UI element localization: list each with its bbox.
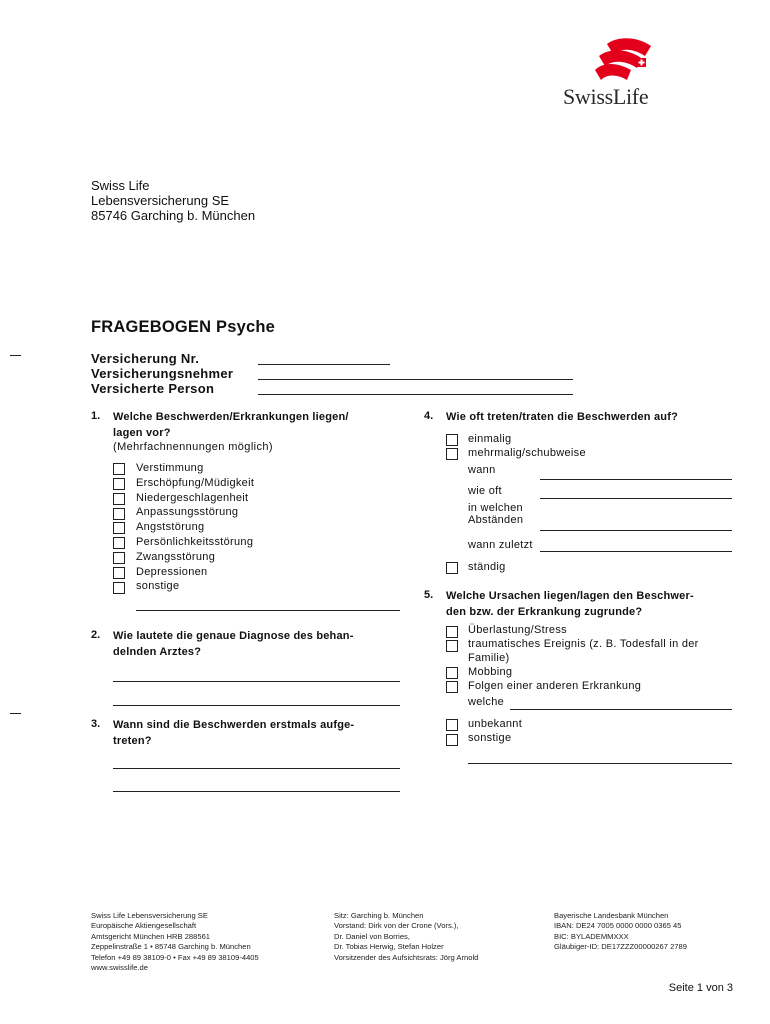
footer-board <box>334 911 478 963</box>
question-2-text: Wie lautete die genaue Diagnose des behan- <box>113 630 354 642</box>
footer-line: Dr. Daniel von Borries, <box>334 931 410 941</box>
checkbox-verstimmung[interactable] <box>113 463 125 475</box>
footer-link[interactable]: www.swisslife.de <box>91 963 148 973</box>
intervals-input-line[interactable] <box>540 530 732 531</box>
question-1-note: (Mehrfachnennungen möglich) <box>113 441 273 453</box>
policy-number-field[interactable] <box>258 364 390 365</box>
footer-bank <box>554 911 687 953</box>
intervals-label <box>468 502 523 526</box>
question-1 <box>113 409 349 453</box>
option-label: Überlastung/Stress <box>468 624 567 636</box>
footer-line: Amtsgericht München HRB 288561 <box>91 931 211 941</box>
question-1-number: 1. <box>91 410 101 422</box>
other-cause-input-line[interactable] <box>468 763 732 764</box>
checkbox-zwangsstoerung[interactable] <box>113 552 125 564</box>
checkbox-other[interactable] <box>446 734 458 746</box>
first-onset-input-line[interactable] <box>113 791 400 792</box>
first-onset-input-line[interactable] <box>113 768 400 769</box>
fold-mark <box>10 355 21 356</box>
how-often-label: wie oft <box>468 485 502 497</box>
when-label: wann <box>468 464 496 476</box>
option-label: Zwangsstörung <box>136 551 216 563</box>
question-4-number: 4. <box>424 410 434 422</box>
which-input-line[interactable] <box>510 709 732 710</box>
intervals-label-line: in welchen <box>468 502 523 514</box>
footer-line: Vorstand: Dirk von der Crone (Vors.), <box>334 921 459 931</box>
question-3-text: treten? <box>113 735 152 747</box>
intervals-label-line: Abständen <box>468 514 524 526</box>
option-label: mehrmalig/schubweise <box>468 447 586 459</box>
question-1-text: lagen vor? <box>113 427 171 439</box>
option-label: ständig <box>468 561 506 573</box>
how-often-input-line[interactable] <box>540 498 732 499</box>
insured-person-label: Versicherte Person <box>91 381 215 396</box>
checkbox-niedergeschlagenheit[interactable] <box>113 493 125 505</box>
checkbox-staendig[interactable] <box>446 562 458 574</box>
footer-line: Dr. Tobias Herwig, Stefan Holzer <box>334 942 444 952</box>
question-2-number: 2. <box>91 629 101 641</box>
option-label: Familie) <box>468 652 510 664</box>
option-label: Niedergeschlagenheit <box>136 492 249 504</box>
checkbox-other-disease[interactable] <box>446 681 458 693</box>
brand-name: SwissLife <box>563 84 649 109</box>
last-time-input-line[interactable] <box>540 551 732 552</box>
option-label: sonstige <box>468 732 512 744</box>
fold-mark <box>10 713 21 714</box>
question-5-text: den bzw. der Erkrankung zugrunde? <box>446 606 643 618</box>
form-title: FRAGEBOGEN Psyche <box>91 318 276 336</box>
footer-line: Europäische Aktiengesellschaft <box>91 921 197 931</box>
last-time-label: wann zuletzt <box>468 539 533 551</box>
question-5-number: 5. <box>424 589 434 601</box>
page-number: Seite 1 von 3 <box>668 982 733 994</box>
question-2-text: delnden Arztes? <box>113 646 202 658</box>
footer-line: Swiss Life Lebensversicherung SE <box>91 911 208 920</box>
diagnosis-input-line[interactable] <box>113 705 400 706</box>
option-label: Folgen einer anderen Erkrankung <box>468 680 642 692</box>
policy-holder-field[interactable] <box>258 379 573 380</box>
footer-line: Telefon +49 89 38109-0 • Fax +49 89 38109-4405 <box>91 952 259 962</box>
diagnosis-input-line[interactable] <box>113 681 400 682</box>
checkbox-mehrmalig[interactable] <box>446 448 458 460</box>
option-label: Persönlichkeitsstörung <box>136 536 254 548</box>
footer-line: Sitz: Garching b. München <box>334 911 424 920</box>
swisslife-logo-mark-icon <box>593 36 653 88</box>
checkbox-stress[interactable] <box>446 626 458 638</box>
option-label: unbekannt <box>468 718 523 730</box>
option-label: Verstimmung <box>136 462 204 474</box>
question-4-text: Wie oft treten/traten die Beschwerden auf? <box>446 411 679 423</box>
option-label: traumatisches Ereignis (z. B. Todesfall in der <box>468 638 699 650</box>
option-label: Anpassungsstörung <box>136 506 239 518</box>
question-5 <box>446 588 694 620</box>
checkbox-angststoerung[interactable] <box>113 522 125 534</box>
checkbox-persoenlichkeitsstoerung[interactable] <box>113 537 125 549</box>
policy-number-label: Versicherung Nr. <box>91 351 200 366</box>
insured-person-field[interactable] <box>258 394 573 395</box>
sonstige-input-line[interactable] <box>136 610 400 611</box>
policy-holder-label: Versicherungsnehmer <box>91 366 234 381</box>
question-5-text: Welche Ursachen liegen/lagen den Beschwer- <box>446 590 694 602</box>
option-label: sonstige <box>136 580 180 592</box>
checkbox-sonstige[interactable] <box>113 582 125 594</box>
address-line: Lebensversicherung SE <box>91 193 230 208</box>
swisslife-logo <box>563 36 675 110</box>
option-label: Angststörung <box>136 521 205 533</box>
question-3 <box>113 717 354 749</box>
when-input-line[interactable] <box>540 479 732 480</box>
question-3-number: 3. <box>91 718 101 730</box>
checkbox-trauma[interactable] <box>446 640 458 652</box>
option-label: einmalig <box>468 433 512 445</box>
footer-line: IBAN: DE24 7005 0000 0000 0365 45 <box>554 921 682 931</box>
checkbox-erschoepfung[interactable] <box>113 478 125 490</box>
checkbox-mobbing[interactable] <box>446 667 458 679</box>
footer-line: Zeppelinstraße 1 • 85748 Garching b. München <box>91 942 251 952</box>
checkbox-unknown[interactable] <box>446 719 458 731</box>
checkbox-anpassungsstoerung[interactable] <box>113 508 125 520</box>
footer-line: BIC: BYLADEMMXXX <box>554 931 629 941</box>
recipient-address <box>91 178 255 223</box>
footer-line: Gläubiger-ID: DE17ZZZ00000267 2789 <box>554 942 687 952</box>
address-line: Swiss Life <box>91 178 150 193</box>
question-3-text: Wann sind die Beschwerden erstmals aufge- <box>113 719 355 731</box>
option-label: Depressionen <box>136 566 208 578</box>
option-label: Mobbing <box>468 666 513 678</box>
footer-company <box>91 911 259 973</box>
footer-line: Bayerische Landesbank München <box>554 911 669 920</box>
checkbox-einmalig[interactable] <box>446 434 458 446</box>
question-2 <box>113 628 354 660</box>
option-label: Erschöpfung/Müdigkeit <box>136 477 255 489</box>
which-label: welche <box>468 696 505 708</box>
address-line: 85746 Garching b. München <box>91 208 256 223</box>
footer-line: Vorsitzender des Aufsichtsrats: Jörg Arnold <box>334 952 479 962</box>
checkbox-depressionen[interactable] <box>113 567 125 579</box>
question-1-text: Welche Beschwerden/Erkrankungen liegen/ <box>113 411 349 423</box>
